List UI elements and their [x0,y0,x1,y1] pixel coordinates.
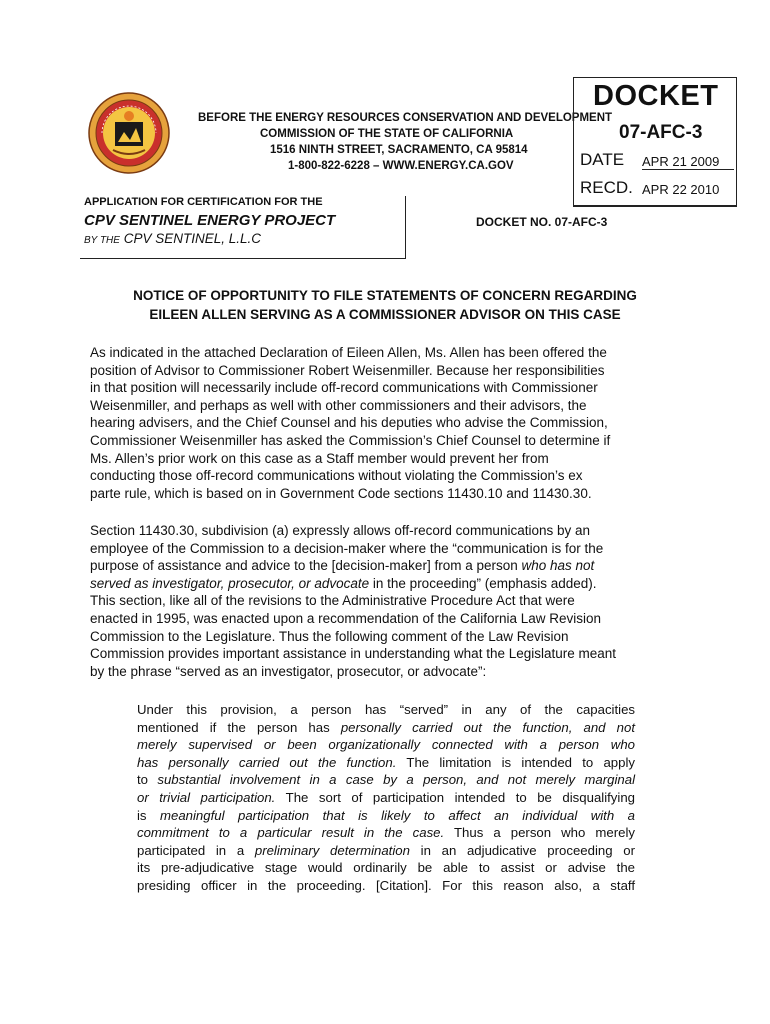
quote-line: Under this provision, a person has “served” in any of the capacities [137,702,635,717]
para2-line [90,575,675,593]
quote-text: Thus a person who merely [444,825,635,841]
quote-text: participated in a [137,842,255,858]
header-line-3: 1516 NINTH STREET, SACRAMENTO, CA 95814 [270,144,528,156]
quote-text: The limitation is intended to apply [396,754,635,770]
para2-line: by the phrase “served as an investigator, prosecutor, or advocate”: [90,663,487,679]
para2-line [90,557,675,575]
quote-emphasis: preliminary determination [254,842,410,858]
header-line-4: 1-800-822-6228 – WWW.ENERGY.CA.GOV [288,160,514,172]
paragraph-1 [90,344,675,502]
application-line-1: APPLICATION FOR CERTIFICATION FOR THE [84,196,323,208]
para2-line: Commission to the Legislature. Thus the following comment of the Law Revision [90,628,569,644]
docket-recd-label: RECD. [580,178,633,197]
quote-line [137,789,635,807]
docket-number: DOCKET NO. 07-AFC-3 [476,215,608,229]
docket-date-value: APR 21 2009 [642,154,734,170]
para1-line: hearing advisers, and the Chief Counsel and his deputies who advise the Commission, [90,415,608,431]
quote-line [137,807,635,825]
docket-date-label: DATE [580,150,625,169]
quote-emphasis: or trivial participation. [137,789,276,805]
para2-emphasis: who has not [521,558,595,574]
california-energy-commission-seal-icon [88,92,170,174]
quote-text: The sort of participation intended to be disqualifying [275,789,635,805]
header-line-2: COMMISSION OF THE STATE OF CALIFORNIA [260,128,514,140]
para2-text: purpose of assistance and advice to the [decision-maker] from a person [90,558,522,574]
para1-line: As indicated in the attached Declaration of Eileen Allen, Ms. Allen has been offered the [90,345,607,360]
docket-stamp-title: DOCKET [593,80,719,112]
notice-title [85,286,685,324]
para1-line: in that position will necessarily include off-record communications with Commissioner [90,380,598,396]
title-line-2: EILEEN ALLEN SERVING AS A COMMISSIONER ADVISOR ON THIS CASE [149,307,621,322]
quote-emphasis: has personally carried out the function. [137,754,397,770]
quote-emphasis: meaningful participation that is likely to affect an individual with a [160,807,635,823]
quote-line [137,719,635,737]
quote-emphasis: substantial involvement in a case by a person, and not merely marginal [157,772,635,788]
quote-emphasis: merely supervised or been organizationally connected with a person who [137,737,635,753]
applicant-line [84,231,261,246]
para1-line: position of Advisor to Commissioner Robert Weisenmiller. Because her responsibilities [90,362,605,378]
quote-line [137,754,635,772]
quote-text: to [137,772,158,788]
quote-text: in an adjudicative proceeding or [409,842,635,858]
quote-line [137,736,635,754]
header-line-1: BEFORE THE ENERGY RESOURCES CONSERVATION AND DEVELOPMENT [198,112,613,124]
applicant-name: CPV SENTINEL, L.L.C [123,231,261,246]
para2-line: Section 11430.30, subdivision (a) expressly allows off-record communications by an [90,523,591,538]
quote-line [137,771,635,789]
quote-emphasis: commitment to a particular result in the case. [137,825,445,841]
quote-line [137,824,635,842]
para2-line: employee of the Commission to a decision-maker where the “communication is for the [90,540,604,556]
docket-stamp-number: 07-AFC-3 [619,122,703,143]
quote-line: its pre-adjudicative stage would ordinarily be able to assist or advise the [137,860,635,876]
title-line-1: NOTICE OF OPPORTUNITY TO FILE STATEMENTS OF CONCERN REGARDING [133,288,637,303]
para1-line: Ms. Allen’s prior work on this case as a Staff member would prevent her from [90,450,549,466]
quote-emphasis: personally carried out the function, and not [340,719,635,735]
docket-recd-value: APR 22 2010 [642,182,720,197]
para2-line: enacted in 1995, was enacted upon a recommendation of the California Law Revision [90,610,602,626]
para2-text: in the proceeding” (emphasis added). [369,575,597,591]
project-name: CPV SENTINEL ENERGY PROJECT [84,212,336,229]
para1-line: parte rule, which is based on in Government Code sections 11430.10 and 11430.30. [90,485,592,501]
para1-line: Commissioner Weisenmiller has asked the Commission’s Chief Counsel to determine if [90,432,611,448]
quote-line: presiding officer in the proceeding. [Citation]. For this reason also, a staff [137,877,635,893]
para1-line: conducting those off-record communications without violating the Commission’s ex [90,468,583,484]
quote-text: is [137,807,161,823]
quote-line [137,842,635,860]
para1-line: Weisenmiller, and perhaps as well with other commissioners and their advisors, the [90,397,587,413]
para2-line: This section, like all of the revisions to the Administrative Procedure Act that were [90,593,575,609]
quote-text: mentioned if the person has [137,719,341,735]
applicant-prefix: BY THE [84,235,120,246]
block-quote [137,701,635,895]
paragraph-2 [90,522,675,680]
para2-emphasis: served as investigator, prosecutor, or advocate [90,575,370,591]
para2-line: Commission provides important assistance in understanding what the Legislature meant [90,646,617,662]
